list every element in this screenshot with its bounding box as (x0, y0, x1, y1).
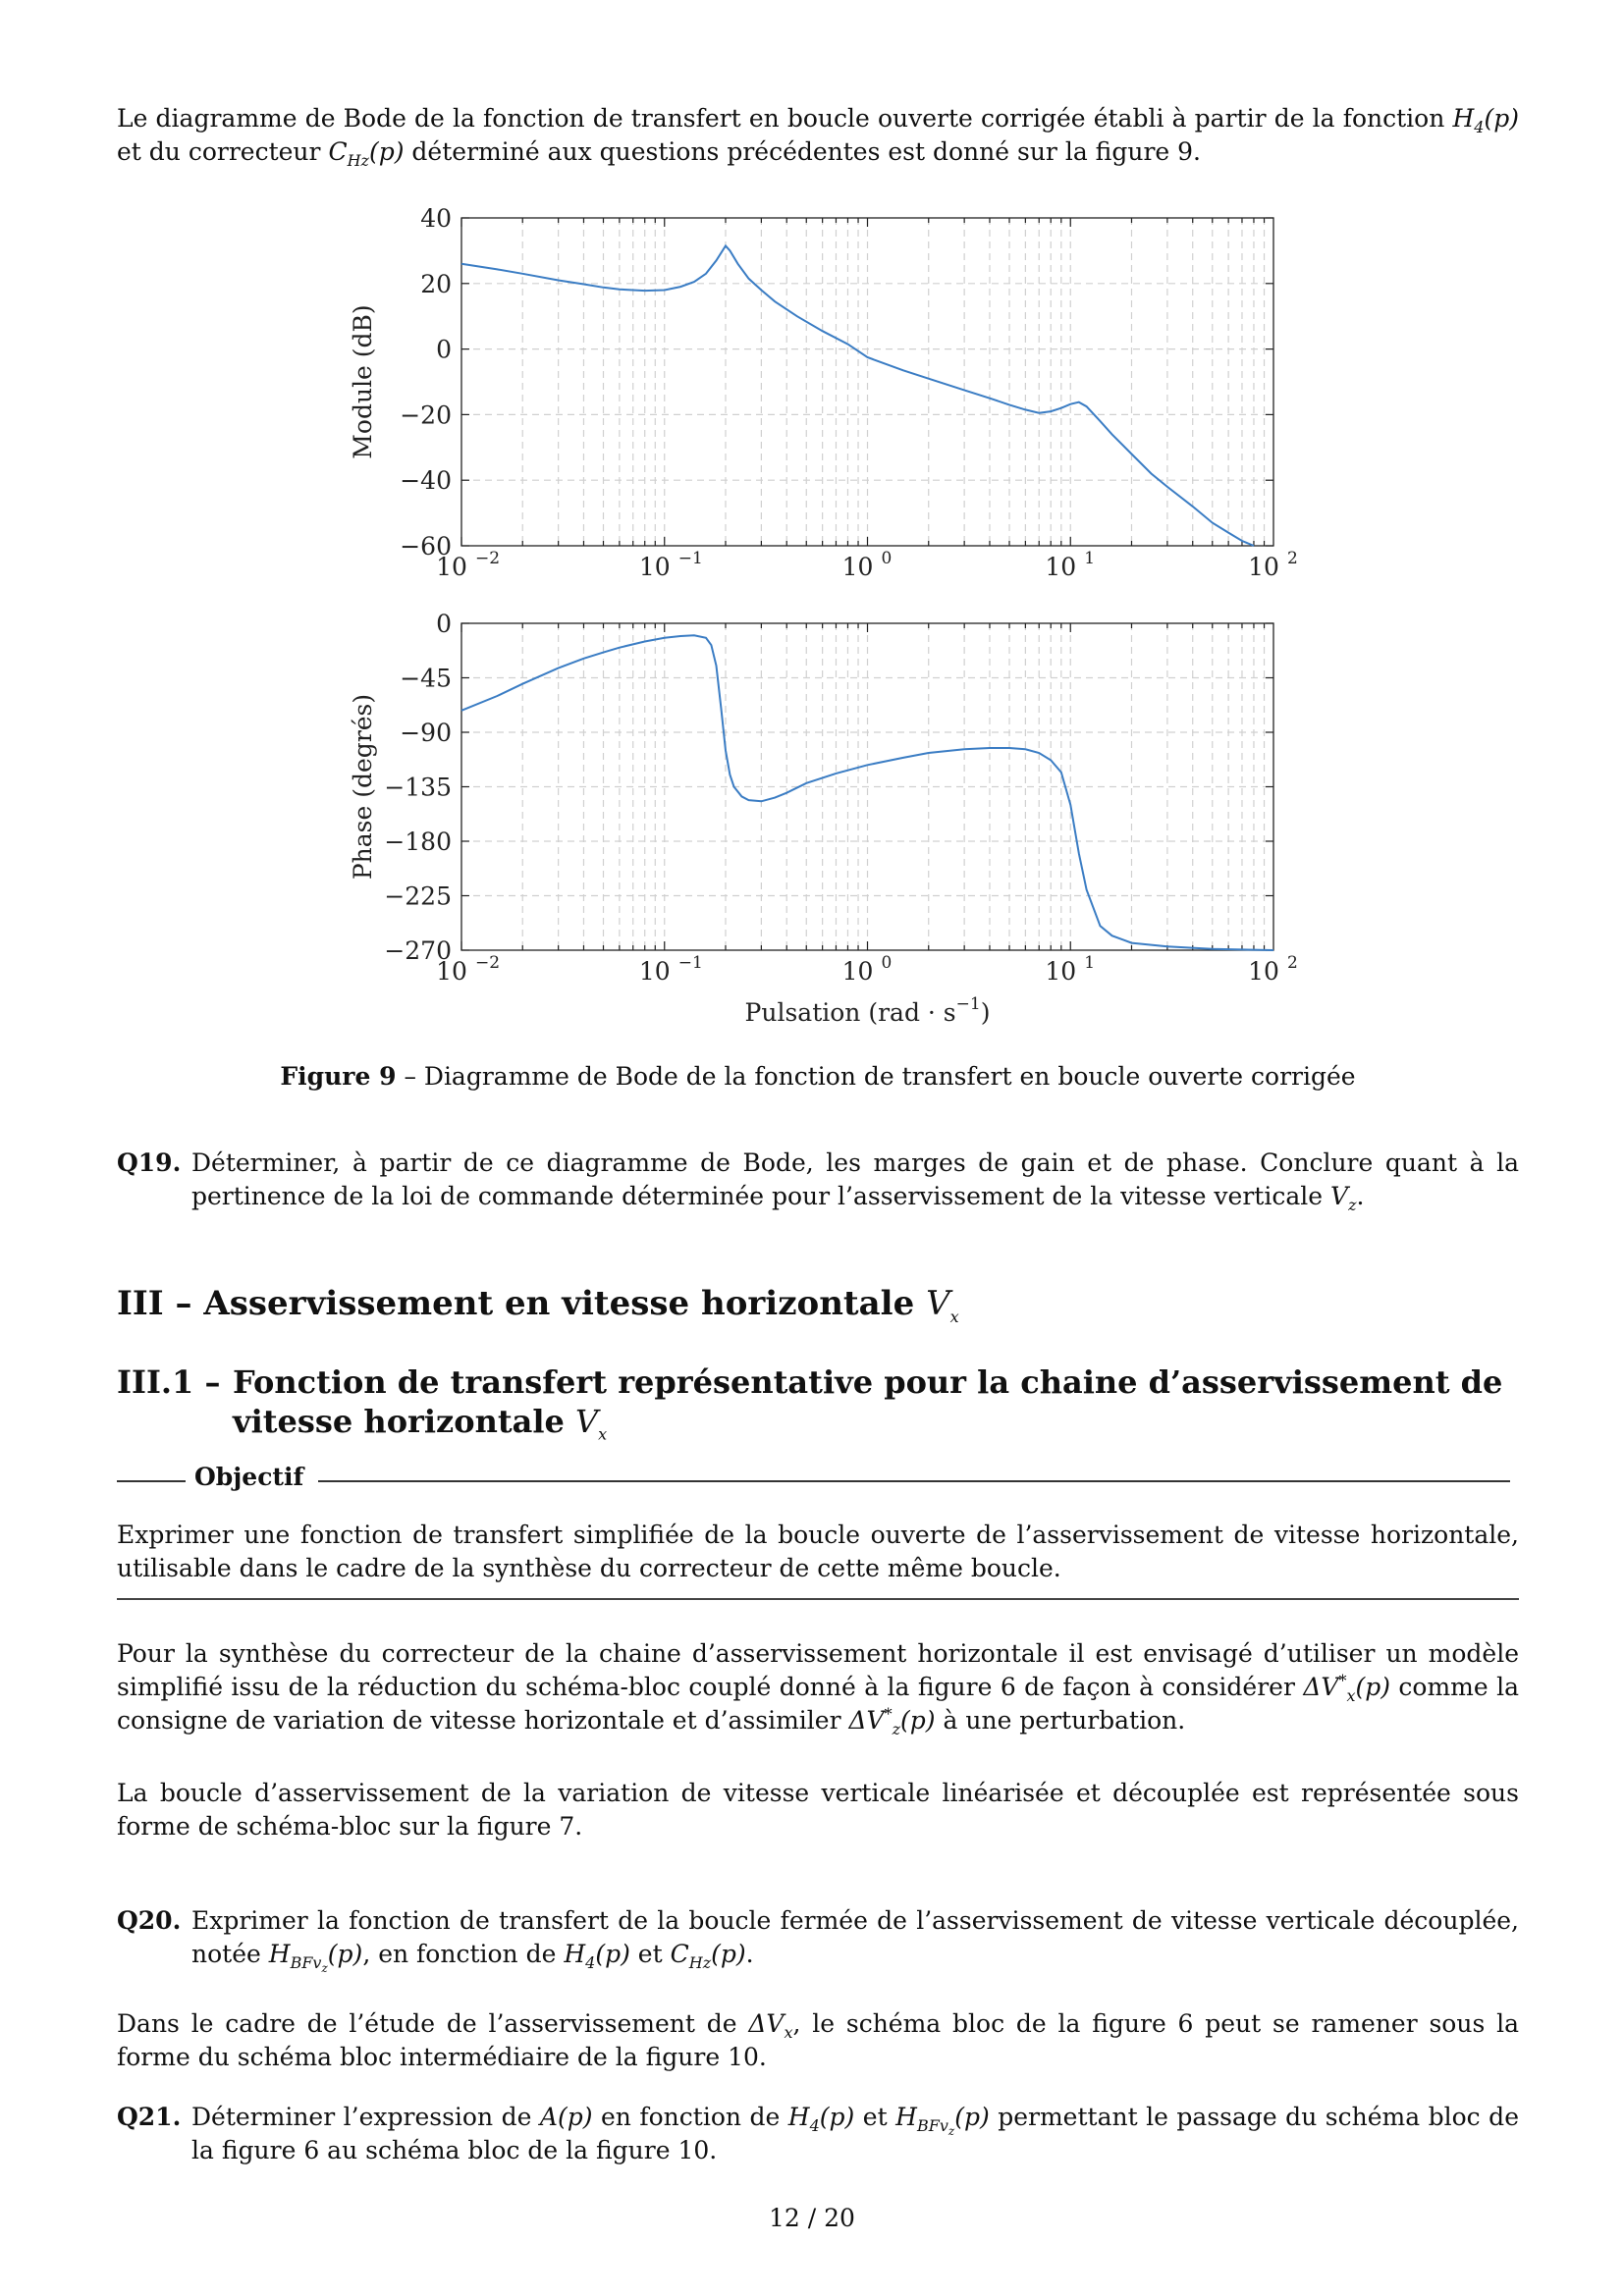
y-tick-label: −135 (384, 773, 452, 802)
objective-rule-left (117, 1480, 186, 1482)
paragraph-loop: La boucle d’asservissement de la variation de vitesse verticale linéarisée et découplée est représentée sous forme de schéma-bloc sur la figure 7. (117, 1779, 1519, 1841)
figure-caption (117, 1062, 1519, 1091)
subsection-heading: III.1 – Fonction de transfert représentative pour la chaine d’asservissement de vitesse horizontale $V_x$ (117, 1363, 1503, 1444)
question-q21: Q21. Déterminer l’expression de A(p) en fonction de $H_4(p)$ et $H_{BFv_z}(p)$ permettant le passage du schéma bloc de la figure 6 au schéma bloc de la figure 10. (117, 2103, 1519, 2164)
question-q20: Q20. Exprimer la fonction de transfert de la boucle fermée de l’asservissement de vitesse verticale découplée, notée $H_{BFv_z}(p)$, en fonction de $H_4(p)$ et $C_{Hz}(p)$. (117, 1906, 1519, 1976)
y-tick-label: −225 (384, 881, 452, 911)
x-tick-exponent: −2 (475, 549, 501, 568)
x-axis-label: Pulsation $(rad \cdot s^{-1})$ (744, 994, 991, 1027)
bode-diagram (0, 0, 1624, 1050)
paragraph-study: Dans le cadre de l’étude de l’asservissement de $\Delta V_x$, le schéma bloc de la figure 6 peut se ramener sous la forme du schéma bloc intermédiaire de la figure 10. (117, 2009, 1519, 2071)
y-tick-label: −90 (400, 719, 452, 747)
objective-bottom-rule (117, 1598, 1519, 1600)
intro-text: Le diagramme de Bode de la fonction de transfert en boucle ouverte corrigée établi à partir de la fonction (117, 104, 1453, 133)
question-text: Déterminer, à partir de ce diagramme de Bode, les marges de gain et de phase. Conclure quant à la pertinence de la loi de commande déterminée pour l’asservissement de la vitesse verticale (191, 1148, 1519, 1210)
x-tick-label: 10 (1248, 553, 1279, 581)
question-number: Q21. (117, 2103, 182, 2131)
paragraph-model: Pour la synthèse du correcteur de la chaine d’asservissement horizontale il est envisagé d’utiliser un modèle simplifié issu de la réduction du schéma-bloc couplé donné à la figure 6 de façon à considérer $\Delta V^*_x(p)$ comme la consigne de variation de vitesse horizontale et d’assimiler $\Delta V^*_z(p)$ à une perturbation. (117, 1639, 1519, 1738)
question-number: Q19. (117, 1148, 182, 1177)
y-axis-label: Phase (degrés) (349, 693, 377, 881)
x-tick-exponent: 1 (1084, 953, 1096, 973)
y-tick-label: −180 (384, 828, 452, 856)
intro-text: déterminé aux questions précédentes est donné sur la figure 9. (404, 137, 1201, 166)
x-tick-label: 10 (638, 957, 671, 986)
y-axis-label: Module (dB) (349, 304, 377, 459)
y-tick-label: 20 (420, 269, 452, 298)
x-tick-exponent: 0 (881, 549, 893, 568)
section-heading: III – Asservissement en vitesse horizontale $V_x$ (117, 1284, 959, 1326)
intro-text: et du correcteur (117, 137, 329, 166)
y-tick-label: −40 (400, 466, 452, 496)
objective-rule-right (318, 1480, 1510, 1482)
x-tick-exponent: −1 (677, 549, 703, 568)
x-tick-label: 10 (436, 957, 467, 986)
x-tick-label: 10 (1248, 957, 1279, 986)
y-tick-label: 40 (420, 204, 452, 233)
question-number: Q20. (117, 1906, 182, 1935)
figure-number: Figure 9 (280, 1062, 397, 1091)
vz-symbol: $V_z$ (1330, 1182, 1357, 1214)
x-tick-exponent: 0 (881, 953, 893, 973)
x-tick-exponent: −2 (475, 953, 501, 973)
x-tick-label: 10 (1045, 553, 1077, 581)
y-tick-label: −20 (400, 400, 452, 430)
h4-symbol: $H_4(p)$ (1452, 104, 1519, 136)
x-tick-label: 10 (841, 957, 874, 986)
page-number: 12 / 20 (769, 2204, 855, 2232)
y-tick-label: −60 (400, 532, 452, 561)
subsection-number: III.1 – (117, 1363, 221, 1401)
y-tick-label: −45 (400, 664, 452, 693)
objective-text: Exprimer une fonction de transfert simplifiée de la boucle ouverte de l’asservissement de vitesse horizontale, utilisable dans le cadre de la synthèse du correcteur de cette même boucle. (117, 1521, 1519, 1582)
x-tick-label: 10 (1045, 957, 1077, 986)
x-tick-exponent: 1 (1084, 549, 1096, 568)
figure-caption-text: – Diagramme de Bode de la fonction de transfert en boucle ouverte corrigée (396, 1062, 1356, 1091)
x-tick-exponent: 2 (1287, 549, 1298, 568)
objective-label: Objectif (194, 1463, 304, 1491)
y-tick-label: 0 (436, 335, 452, 364)
x-tick-label: 10 (841, 553, 874, 581)
x-tick-exponent: 2 (1287, 953, 1298, 973)
y-tick-label: 0 (436, 610, 452, 638)
subsection-title: Fonction de transfert représentative pour la chaine d’asservissement de vitesse horizontale (233, 1363, 1503, 1440)
y-tick-label: −270 (384, 936, 452, 965)
chz-symbol: $C_{Hz}(p)$ (328, 137, 405, 170)
x-tick-label: 10 (638, 553, 671, 581)
x-tick-exponent: −1 (677, 953, 703, 973)
x-tick-label: 10 (436, 553, 467, 581)
question-q19: Q19. Déterminer, à partir de ce diagramme de Bode, les marges de gain et de phase. Conclure quant à la pertinence de la loi de commande déterminée pour l’asservissement de la vitesse verticale $V_z$. (117, 1148, 1519, 1214)
